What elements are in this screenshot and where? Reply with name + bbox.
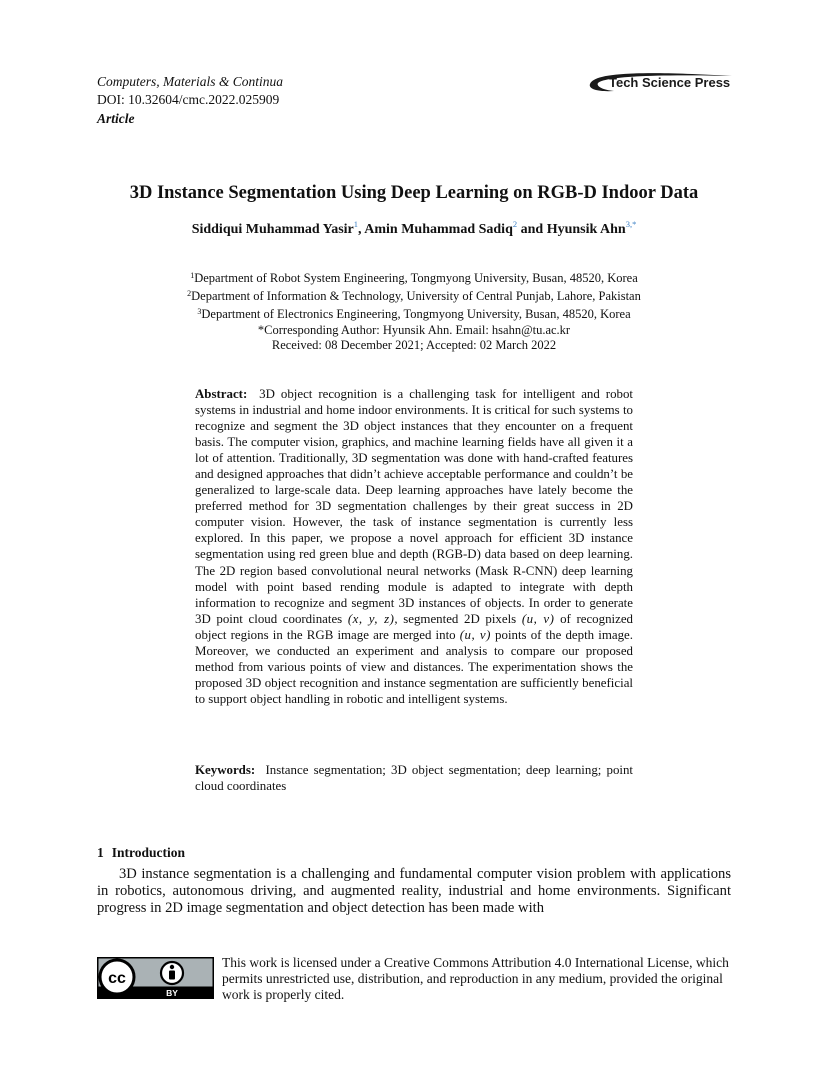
keywords-label: Keywords: xyxy=(195,763,256,777)
affiliation-marker: 1 xyxy=(190,271,195,280)
author-affiliation-link[interactable]: 2 xyxy=(512,219,518,229)
article-type: Article xyxy=(97,111,135,126)
affiliation xyxy=(0,268,828,286)
cc-glyph: cc xyxy=(108,970,126,987)
cc-by-license-icon[interactable] xyxy=(97,957,214,999)
paper-title: 3D Instance Segmentation Using Deep Learning on RGB-D Indoor Data xyxy=(129,183,699,203)
affiliation-text: Department of Information & Technology, University of Central Punjab, Lahore, Pakistan xyxy=(191,289,641,304)
publisher-logo xyxy=(588,72,734,94)
affiliation xyxy=(0,304,828,322)
doi[interactable]: DOI: 10.32604/cmc.2022.025909 xyxy=(97,92,280,107)
affiliation-text: Department of Electronics Engineering, Tongmyong University, Busan, 48520, Korea xyxy=(201,307,631,322)
affiliation-marker: 3 xyxy=(197,307,202,317)
author-affiliation-link[interactable]: 3,* xyxy=(625,219,637,229)
abstract xyxy=(195,386,633,707)
section-title: Introduction xyxy=(111,845,186,860)
affiliation xyxy=(0,286,828,304)
corresponding-author: *Corresponding Author: Hyunsik Ahn. Email: hsahn@tu.ac.kr xyxy=(257,322,571,337)
introduction-paragraph: 3D instance segmentation is a challenging and fundamental computer vision problem with applications in robotics, autonomous driving, and augmented reality, industrial and home environments. Significant progress in 2D image segmentation and object detection has been made with xyxy=(97,866,731,916)
author-affiliation-link[interactable]: 1 xyxy=(353,219,359,229)
abstract-text: , segmented 2D pixels xyxy=(394,611,517,626)
abstract-label: Abstract: xyxy=(195,387,248,401)
author-name: Hyunsik Ahn xyxy=(546,222,626,237)
abstract-math: (u, v) xyxy=(459,627,491,642)
license-text: This work is licensed under a Creative Commons Attribution 4.0 International License, which permits unrestricted use, distribution, and reproduction in any medium, provided the original work is properly cited. xyxy=(222,955,729,1002)
abstract-text: 3D object recognition is a challenging task for intelligent and robot systems in industrial and home indoor environments. It is critical for such systems to recognize and segment the 3D object instances that they encounter on a frequent basis. The computer vision, graphics, and machine learning fields have all given it a lot of attention. Traditionally, 3D segmentation was done with hand-crafted features and designed approaches that didn’t achieve acceptable performance and couldn’t be generalized to large-scale data. Deep learning approaches have lately become the preferred method for 3D segmentation challenges by their great success in 2D computer vision. However, the task of instance segmentation is currently less explored. In this paper, we propose a novel approach for efficient 3D instance segmentation using red green blue and depth (RGB-D) data based on deep learning. The 2D region based convolutional neural networks (Mask R-CNN) deep learning model with point based rending module is adapted to integrate with depth information to recognize and segment 3D instances of objects. In order to generate 3D point cloud coordinates xyxy=(195,387,633,626)
abstract-math: (x, y, z) xyxy=(347,611,395,626)
author-line xyxy=(0,219,828,238)
abstract-text: of recognized object regions in the RGB image are merged into xyxy=(195,611,633,642)
abstract-math: (u, v) xyxy=(521,611,555,626)
author-name: Amin Muhammad Sadiq xyxy=(364,222,513,237)
section-heading xyxy=(97,845,185,861)
author-separator: , xyxy=(358,222,365,237)
cc-by-label: BY xyxy=(166,988,178,998)
author-separator: and xyxy=(517,222,547,237)
journal-name: Computers, Materials & Continua xyxy=(97,74,284,89)
affiliation-text: Department of Robot System Engineering, Tongmyong University, Busan, 48520, Korea xyxy=(194,271,638,285)
publisher-name: Tech Science Press xyxy=(609,75,731,90)
keywords xyxy=(195,762,633,794)
author-name: Siddiqui Muhammad Yasir xyxy=(191,222,354,237)
affiliations xyxy=(0,268,828,353)
affiliation-marker: 2 xyxy=(187,289,192,299)
abstract-text: points of the depth image. Moreover, we conducted an experiment and analysis to compare our proposed method from various points of view and distances. The experimentation shows the proposed 3D object recognition and instance segmentation are sufficiently beneficial to support object handling in robotic and intelligent systems. xyxy=(195,627,633,706)
section-number: 1 xyxy=(97,845,104,860)
keywords-text: Instance segmentation; 3D object segmentation; deep learning; point cloud coordinates xyxy=(195,763,633,794)
received-accepted-dates: Received: 08 December 2021; Accepted: 02 March 2022 xyxy=(271,337,557,352)
